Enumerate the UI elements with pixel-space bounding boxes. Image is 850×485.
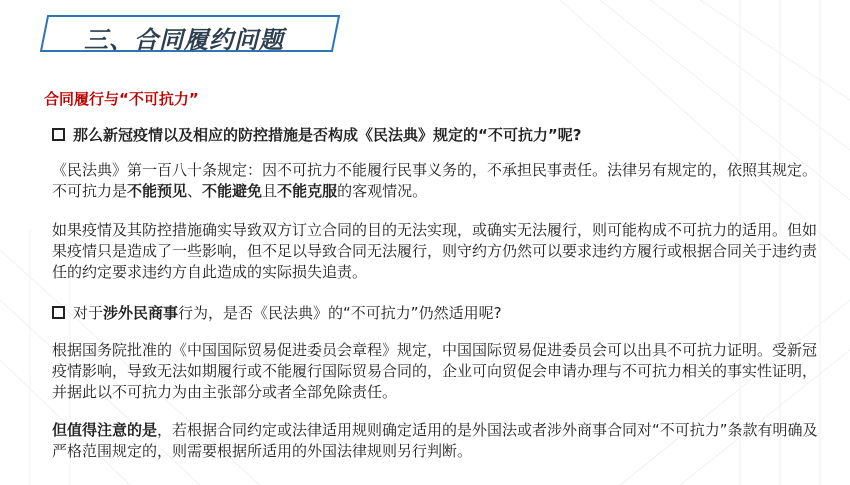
- question-2: [52, 302, 502, 323]
- paragraph-3: 根据国务院批准的《中国国际贸易促进委员会章程》规定，中国国际贸易促进委员会可以出具不可抗力证明。受新冠疫情影响，导致无法如期履行或不能履行国际贸易合同的，企业可向贸促会申请办理与不可抗力相关的事实性证明，并据此以不可抗力为由主张部分或者全部免除责任。: [52, 341, 818, 401]
- question-1-text: 那么新冠疫情以及相应的防控措施是否构成《民法典》规定的“不可抗力”呢?: [73, 126, 582, 144]
- emphasis-insurmountable: 不能克服: [277, 182, 338, 200]
- paragraph-1: [52, 160, 820, 202]
- emphasis-unavoidable: 不能避免: [202, 182, 263, 200]
- paragraph-4: [52, 420, 820, 462]
- paragraph-4-emphasis: 但值得注意的是: [52, 421, 158, 439]
- paragraph-2: 如果疫情及其防控措施确实导致双方订立合同的目的无法实现，或确实无法履行，则可能构成不可抗力的适用。但如果疫情只是造成了一些影响，但不足以导致合同无法履行，则守约方仍然可以要求违约方履行或根据合同关于违约责任的约定要求违约方自此造成的实际损失追责。: [52, 221, 818, 281]
- section-subtitle: 合同履行与“不可抗力”: [44, 90, 199, 108]
- paragraph-1-text: 《民法典》第一百八十条规定：因不可抗力不能履行民事义务的，不承担民事责任。法律另有规定的，依照其规定。不可抗力是: [52, 161, 818, 200]
- emphasis-unforeseeable: 不能预见: [127, 182, 188, 200]
- paragraph-1-and: 且: [262, 182, 278, 200]
- question-2-emphasis: 涉外民商事: [103, 304, 179, 322]
- paragraph-1-end: 的客观情况。: [337, 182, 428, 200]
- checkbox-square-icon: [52, 306, 65, 319]
- page-title: 三、合同履约问题: [84, 26, 284, 54]
- question-2-text: 行为，是否《民法典》的“不可抗力”仍然适用呢?: [178, 304, 502, 322]
- checkbox-square-icon: [52, 128, 65, 141]
- question-2-prefix: 对于: [73, 304, 104, 322]
- question-1: [52, 124, 581, 145]
- title-banner: [40, 15, 340, 52]
- paragraph-1-sep: 、: [187, 182, 203, 200]
- paragraph-4-text: ，若根据合同约定或法律适用规则确定适用的是外国法或者涉外商事合同对“不可抗力”条款有明确及严格范围规定的，则需要根据所适用的外国法律规则另行判断。: [52, 421, 818, 460]
